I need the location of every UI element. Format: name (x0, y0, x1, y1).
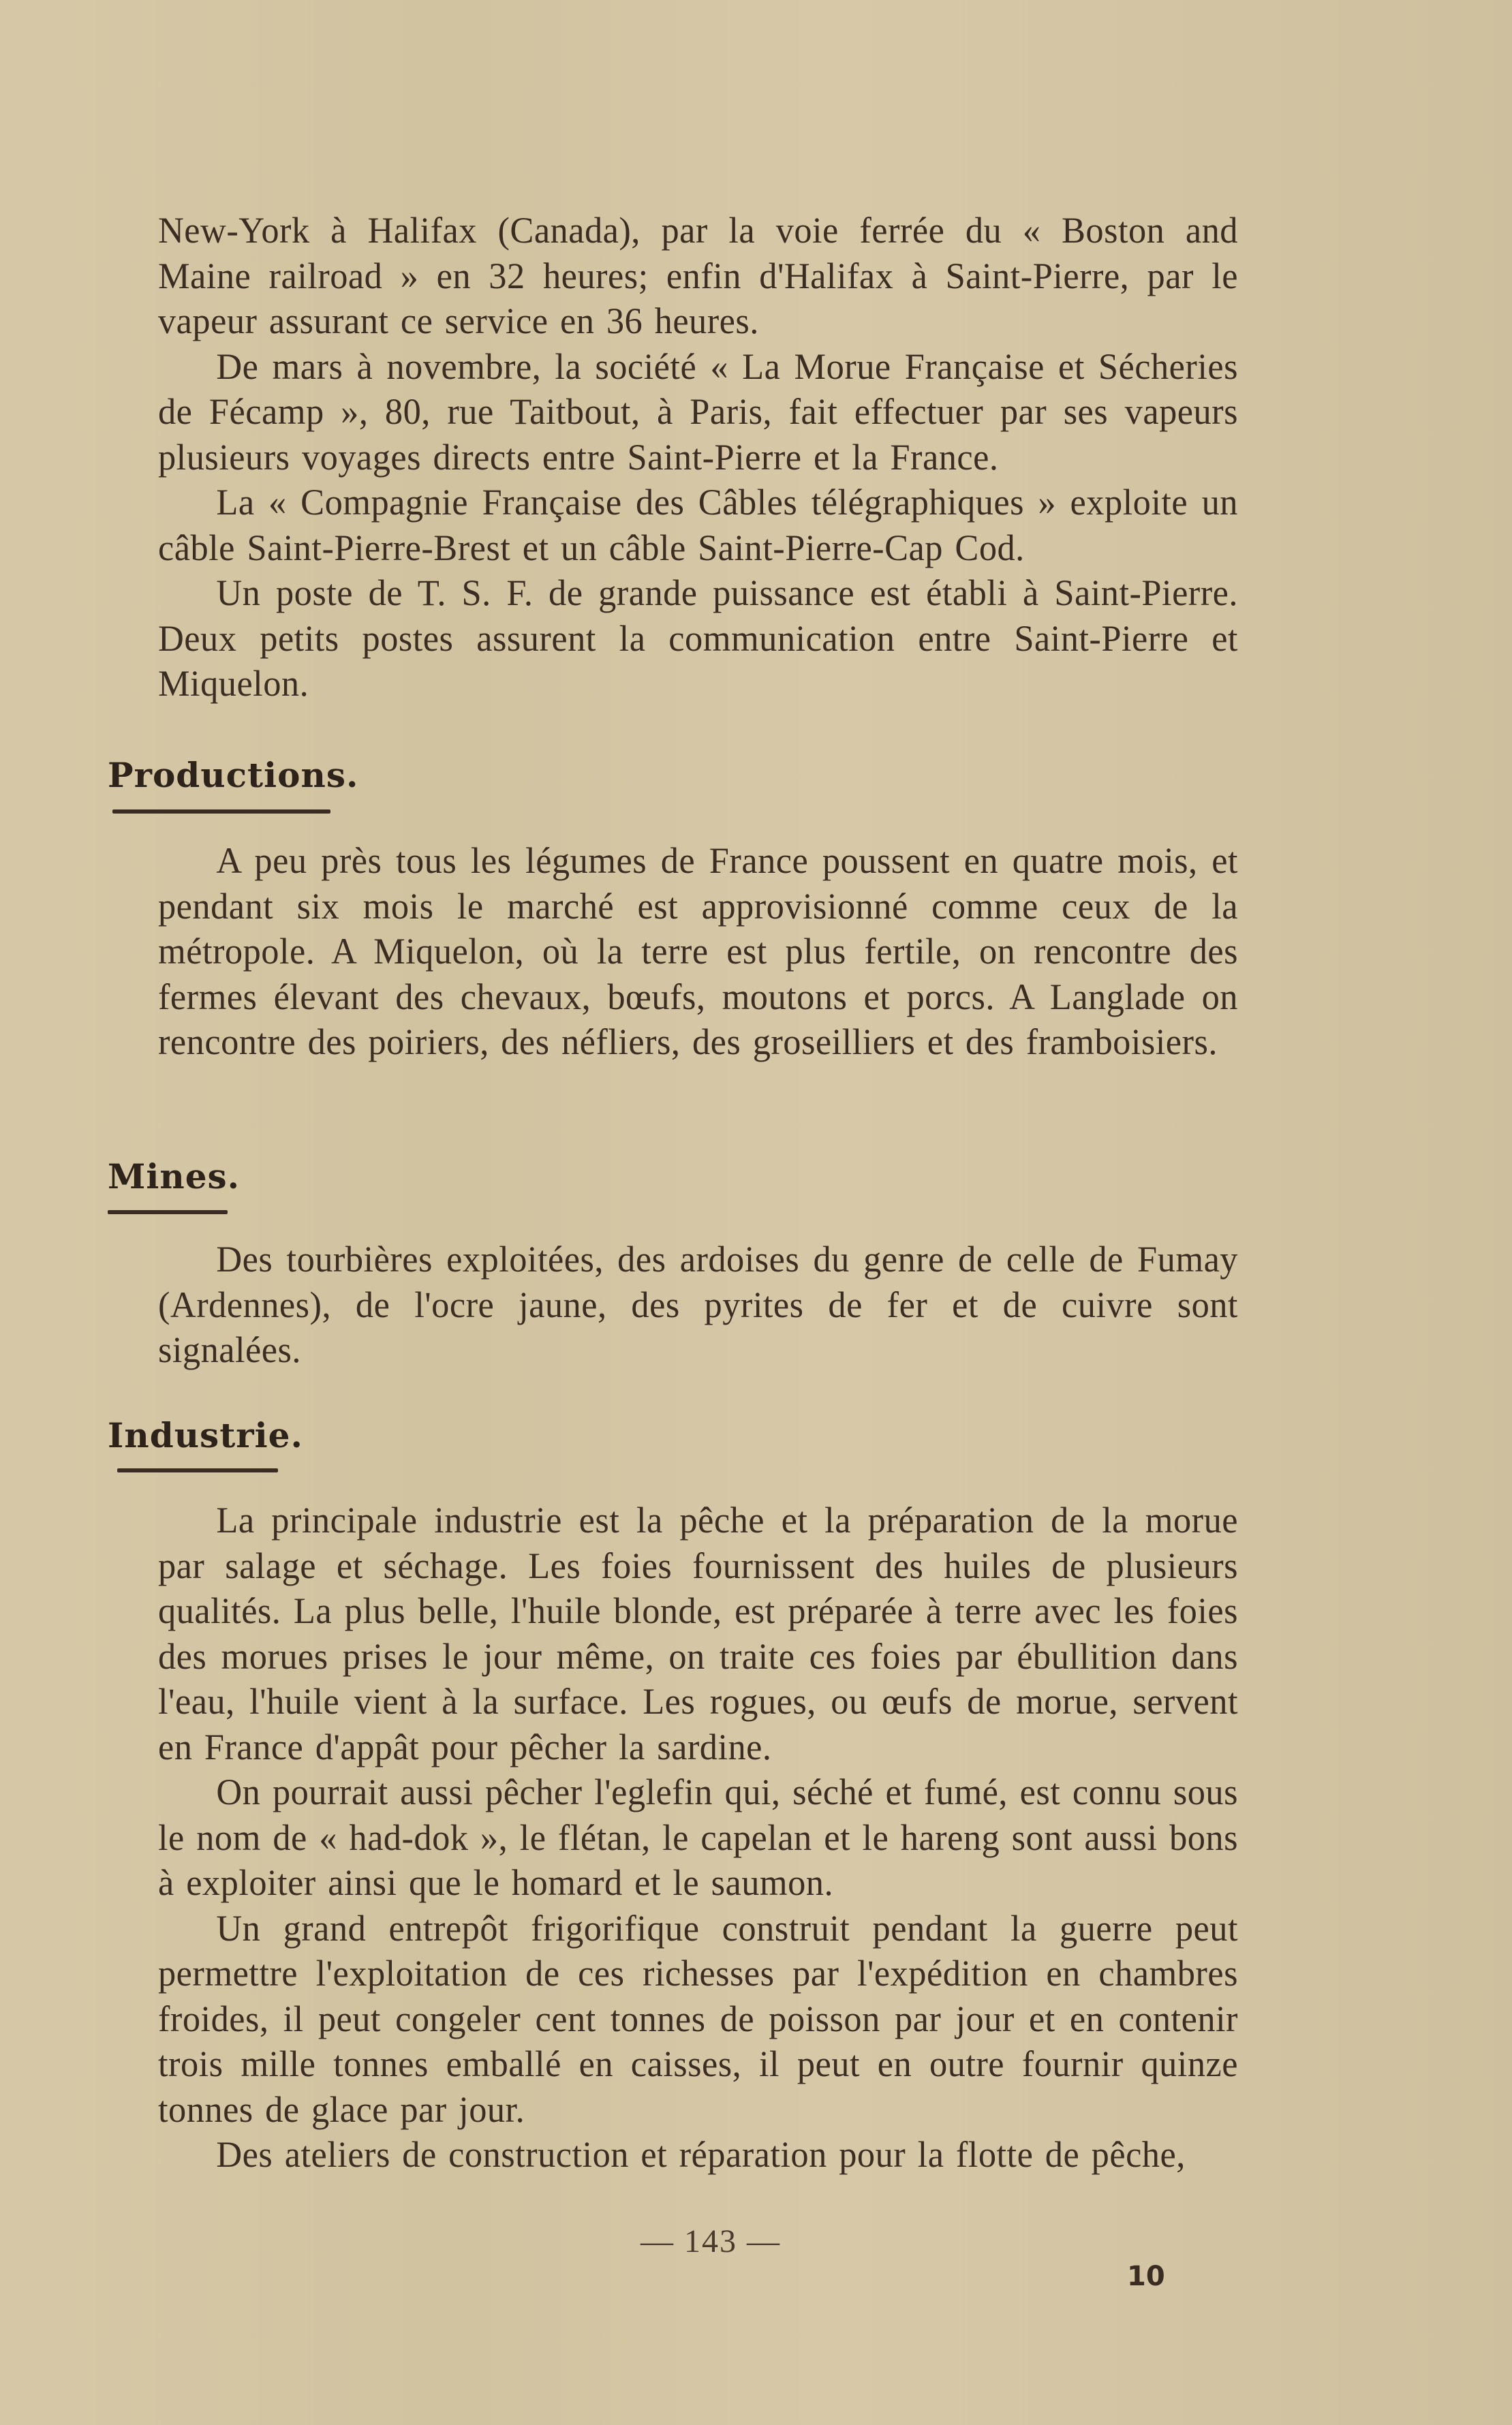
industrie-text-block (158, 1498, 1238, 2178)
section-heading-productions: Productions. (108, 755, 359, 795)
productions-text-block (158, 838, 1238, 1065)
paragraph: A peu près tous les légumes de France poussent en quatre mois, et pendant six mois le marché est approvisionné comme ceux de la métropole. A Miquelon, où la terre est plus fertile, on rencontre des fermes élevant des chevaux, bœufs, moutons et porcs. A Langlade on rencontre des poiriers, des néfliers, des groseilliers et des framboisiers. (158, 840, 1238, 1062)
heading-underline (108, 1210, 228, 1214)
paragraph: New-York à Halifax (Canada), par la voie ferrée du « Boston and Maine railroad » en 32 heures; enfin d'Halifax à Saint-Pierre, par le vapeur assurant ce service en 36 heures. (158, 210, 1238, 341)
section-heading-industrie: Industrie. (108, 1415, 303, 1455)
paragraph: Des ateliers de construction et réparation pour la flotte de pêche, (216, 2134, 1186, 2175)
paragraph: On pourrait aussi pêcher l'eglefin qui, séché et fumé, est connu sous le nom de « had-dok », le flétan, le capelan et le hareng sont aussi bons à exploiter ainsi que le homard et le saumon. (158, 1772, 1238, 1903)
heading-underline (112, 809, 330, 814)
paragraph: Un grand entrepôt frigorifique construit pendant la guerre peut permettre l'exploitation de ces richesses par l'expédition en chambres froides, il peut congeler cent tonnes de poisson par jour et en contenir trois mille tonnes emballé en caisses, il peut en outre fournir quinze tonnes de glace par jour. (158, 1907, 1238, 2130)
paragraph: De mars à novembre, la société « La Morue Française et Sécheries de Fécamp », 80, rue Taitbout, à Paris, fait effectuer par ses vapeurs plusieurs voyages directs entre Saint-Pierre et la France. (158, 345, 1238, 478)
paragraph: La principale industrie est la pêche et la préparation de la morue par salage et séchage. Les foies fournissent des huiles de plusieurs qualités. La plus belle, l'huile blonde, est préparée à terre avec les foies des morues prises le jour même, on traite ces foies par ébullition dans l'eau, l'huile vient à la surface. Les rogues, ou œufs de morue, servent en France d'appât pour pêcher la sardine. (158, 1500, 1238, 1767)
heading-underline (117, 1468, 278, 1472)
signature-mark: 10 (1127, 2261, 1165, 2292)
paragraph: La « Compagnie Française des Câbles télégraphiques » exploite un câble Saint-Pierre-Brest et un câble Saint-Pierre-Cap Cod. (158, 482, 1238, 568)
paragraph: Un poste de T. S. F. de grande puissance est établi à Saint-Pierre. Deux petits postes assurent la communication entre Saint-Pierre et Miquelon. (158, 572, 1238, 704)
intro-text-block (158, 208, 1238, 707)
page-number: — 143 — (641, 2223, 781, 2259)
section-heading-mines: Mines. (108, 1156, 241, 1196)
paragraph: Des tourbières exploitées, des ardoises du genre de celle de Fumay (Ardennes), de l'ocre jaune, des pyrites de fer et de cuivre sont signalées. (158, 1239, 1238, 1370)
mines-text-block (158, 1237, 1238, 1373)
